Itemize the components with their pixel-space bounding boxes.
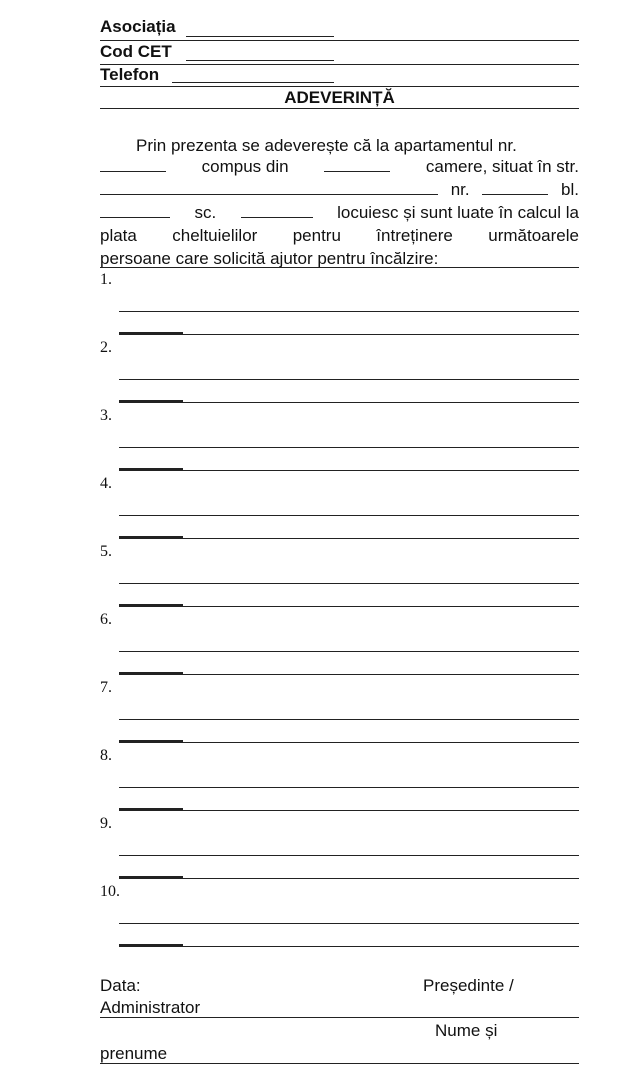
person-number: 2. — [100, 339, 112, 356]
cod-cet-label: Cod CET — [100, 42, 172, 61]
header-rule — [100, 86, 579, 87]
nume-si-label: Nume și — [435, 1021, 498, 1040]
block-blank[interactable] — [100, 203, 170, 218]
person-details-line[interactable] — [119, 334, 579, 335]
person-number: 6. — [100, 611, 112, 628]
person-details-line[interactable] — [119, 538, 579, 539]
paragraph-line-5 — [100, 226, 579, 246]
sc-text: sc. — [194, 203, 217, 222]
data-label: Data: — [100, 976, 141, 995]
word: plata — [100, 226, 137, 245]
person-number: 9. — [100, 815, 112, 832]
street-blank[interactable] — [100, 180, 438, 195]
person-name-line[interactable] — [119, 787, 579, 788]
locuiesc-text: locuiesc și sunt luate în calcul la — [337, 203, 579, 222]
document-title: ADEVERINȚĂ — [284, 88, 395, 107]
word: cheltuielilor — [172, 226, 258, 245]
person-name-line[interactable] — [119, 311, 579, 312]
paragraph-line-1: Prin prezenta se adeverește că la apartamentul nr. — [136, 136, 517, 155]
cod-cet-blank[interactable] — [186, 60, 334, 61]
camere-situat-text: camere, situat în str. — [425, 157, 579, 176]
word: următoarele — [488, 226, 579, 245]
person-number: 3. — [100, 407, 112, 424]
person-number: 10. — [100, 883, 120, 900]
person-details-line[interactable] — [119, 742, 579, 743]
asociatia-blank[interactable] — [186, 36, 334, 37]
paragraph-line-6: persoane care solicită ajutor pentru încălzire: — [100, 249, 439, 268]
header-rule — [100, 64, 579, 65]
word: pentru — [292, 226, 341, 245]
person-name-line[interactable] — [119, 583, 579, 584]
person-number: 1. — [100, 271, 112, 288]
asociatia-label: Asociația — [100, 17, 176, 36]
presedinte-label: Președinte / — [423, 976, 514, 995]
person-name-line[interactable] — [119, 855, 579, 856]
telefon-label: Telefon — [100, 65, 160, 84]
telefon-blank[interactable] — [172, 82, 334, 83]
apartment-number-blank[interactable] — [100, 157, 166, 172]
person-details-line[interactable] — [119, 606, 579, 607]
header-rule — [100, 40, 579, 41]
person-name-line[interactable] — [119, 923, 579, 924]
paragraph-rule — [100, 267, 579, 268]
compus-din-text: compus din — [201, 157, 289, 176]
person-number: 5. — [100, 543, 112, 560]
person-details-line[interactable] — [119, 810, 579, 811]
paragraph-line-2 — [100, 157, 579, 177]
administrator-label: Administrator — [100, 998, 201, 1017]
stair-blank[interactable] — [241, 203, 313, 218]
person-name-line[interactable] — [119, 651, 579, 652]
person-number: 7. — [100, 679, 112, 696]
prenume-rule[interactable] — [100, 1063, 579, 1064]
person-name-line[interactable] — [119, 447, 579, 448]
prenume-label: prenume — [100, 1044, 168, 1063]
person-details-line[interactable] — [119, 878, 579, 879]
administrator-rule[interactable] — [100, 1017, 579, 1018]
person-details-line[interactable] — [119, 674, 579, 675]
person-details-line[interactable] — [119, 470, 579, 471]
person-name-line[interactable] — [119, 515, 579, 516]
person-details-line[interactable] — [119, 402, 579, 403]
person-number: 8. — [100, 747, 112, 764]
person-details-line[interactable] — [119, 946, 579, 947]
nr-text: nr. — [450, 180, 470, 199]
person-name-line[interactable] — [119, 719, 579, 720]
rooms-count-blank[interactable] — [324, 157, 390, 172]
bl-text: bl. — [561, 180, 579, 199]
person-number: 4. — [100, 475, 112, 492]
paragraph-line-4 — [100, 203, 579, 223]
person-name-line[interactable] — [119, 379, 579, 380]
word: întreținere — [376, 226, 453, 245]
title-rule — [100, 108, 579, 109]
street-number-blank[interactable] — [482, 180, 548, 195]
paragraph-line-3 — [100, 180, 579, 200]
